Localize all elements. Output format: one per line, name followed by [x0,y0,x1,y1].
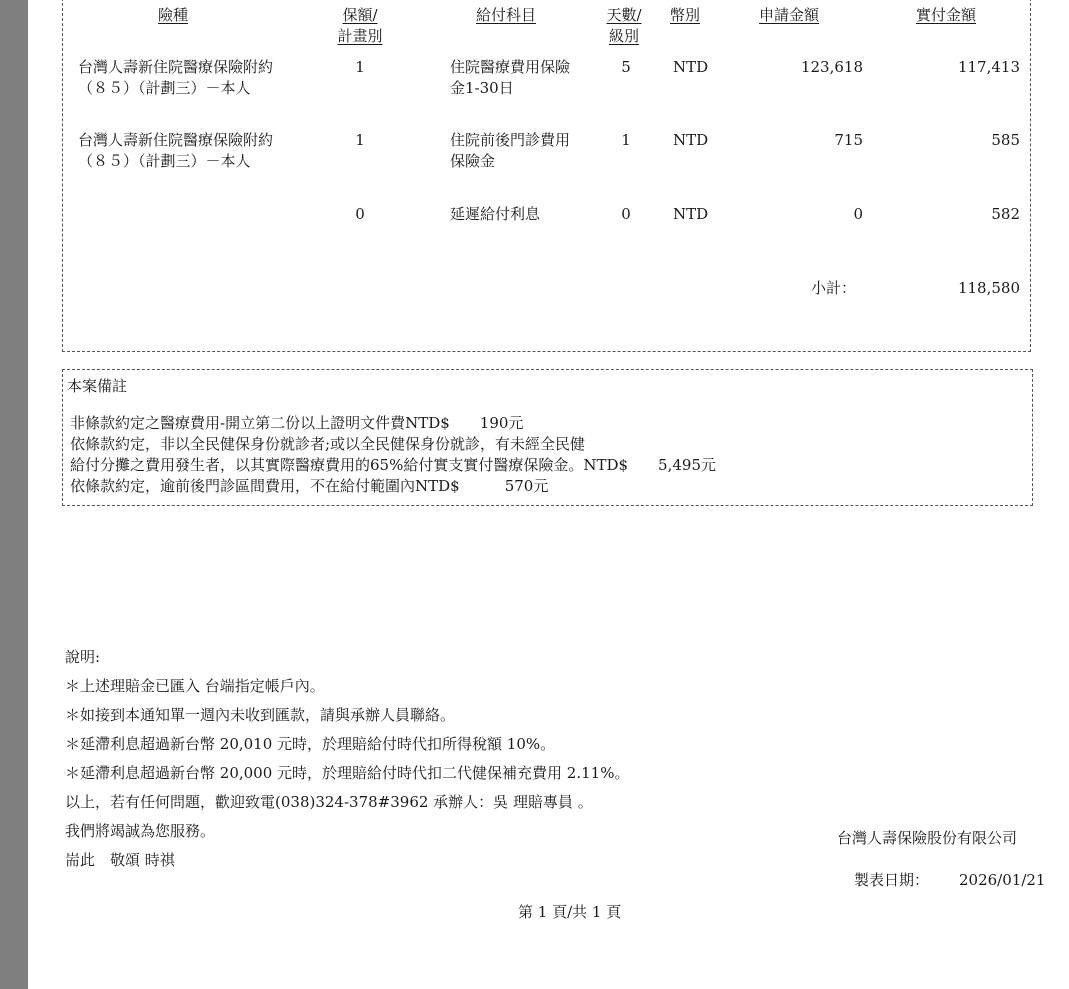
explanation-line-1: ＊上述理賠金已匯入 台端指定帳戶內。 [65,677,325,695]
header-item: 給付科目 [476,6,537,24]
explanation-line-2: ＊如接到本通知單一週內未收到匯款，請與承辦人員聯絡。 [65,706,456,724]
explanation-line-5: 以上，若有任何問題，歡迎致電(038)324-378#3962 承辦人：吳 理賠專員 。 [65,793,593,811]
header-amount-line2: 計畫別 [337,27,383,45]
header-amount [325,5,395,47]
row1-amount: 1 [355,58,365,76]
row3-days: 0 [621,205,631,223]
remarks-box [62,369,1033,506]
row2-claimed: 715 [834,131,863,149]
company-name: 台灣人壽保險股份有限公司 [837,829,1018,847]
explanation-line-4: ＊延滯利息超過新台幣 20,000 元時，於理賠給付時代扣二代健保補充費用 2.11%。 [65,764,630,782]
claims-table [62,0,1031,352]
row2-paid: 585 [991,131,1020,149]
row3-currency: NTD [673,205,709,223]
explanation-line-7: 耑此 敬頌 時祺 [65,851,175,869]
row3-amount: 0 [355,205,365,223]
subtotal-value: 118,580 [957,279,1020,297]
header-days-line2: 級別 [608,27,639,45]
row1-currency: NTD [673,58,709,76]
row3-paid: 582 [991,205,1020,223]
row2-currency: NTD [673,131,709,149]
remarks-line-2: 依條款約定，非以全民健保身份就診者;或以全民健保身份就診，有未經全民健 [70,435,586,453]
explanation-line-3: ＊延滯利息超過新台幣 20,010 元時，於理賠給付時代扣所得稅額 10%。 [65,735,556,753]
header-currency: 幣別 [670,6,701,24]
row1-item: 住院醫療費用保險金1-30日 [450,58,571,97]
subtotal-label: 小計： [811,279,857,297]
row1-plan: 台灣人壽新住院醫療保險附約（８５）（計劃三）－本人 [78,58,274,97]
header-plan: 險種 [158,6,189,24]
remarks-title: 本案備註 [67,377,128,395]
header-paid: 實付金額 [916,6,977,24]
remarks-line-3: 給付分攤之費用發生者，以其實際醫療費用的65%給付實支實付醫療保險金。NTD$ 5,495元 [70,456,716,474]
header-amount-line1: 保額/ [342,6,378,24]
date-value: 2026/01/21 [959,871,1046,889]
row2-days: 1 [621,131,631,149]
viewer-sidebar [0,0,28,989]
row1-claimed: 123,618 [800,58,863,76]
remarks-line-4: 依條款約定，逾前後門診區間費用，不在給付範圍內NTD$ 570元 [70,477,549,495]
row3-item: 延遲給付利息 [450,205,541,223]
remarks-line-1: 非條款約定之醫療費用-開立第二份以上證明文件費NTD$ 190元 [70,414,524,432]
header-days-line1: 天數/ [606,6,642,24]
row2-amount: 1 [355,131,365,149]
explanation-line-6: 我們將竭誠為您服務。 [65,822,216,840]
page-number: 第 1 頁/共 1 頁 [518,903,622,921]
row1-paid: 117,413 [957,58,1020,76]
row2-plan: 台灣人壽新住院醫療保險附約（８５）（計劃三）－本人 [78,131,274,170]
document-page [28,0,1069,989]
date-label: 製表日期： [854,871,930,889]
explanation-title: 說明: [65,648,101,666]
row1-days: 5 [621,58,631,76]
header-claimed: 申請金額 [759,6,820,24]
row3-claimed: 0 [853,205,863,223]
header-days [599,5,649,47]
row2-item: 住院前後門診費用保險金 [450,131,571,170]
